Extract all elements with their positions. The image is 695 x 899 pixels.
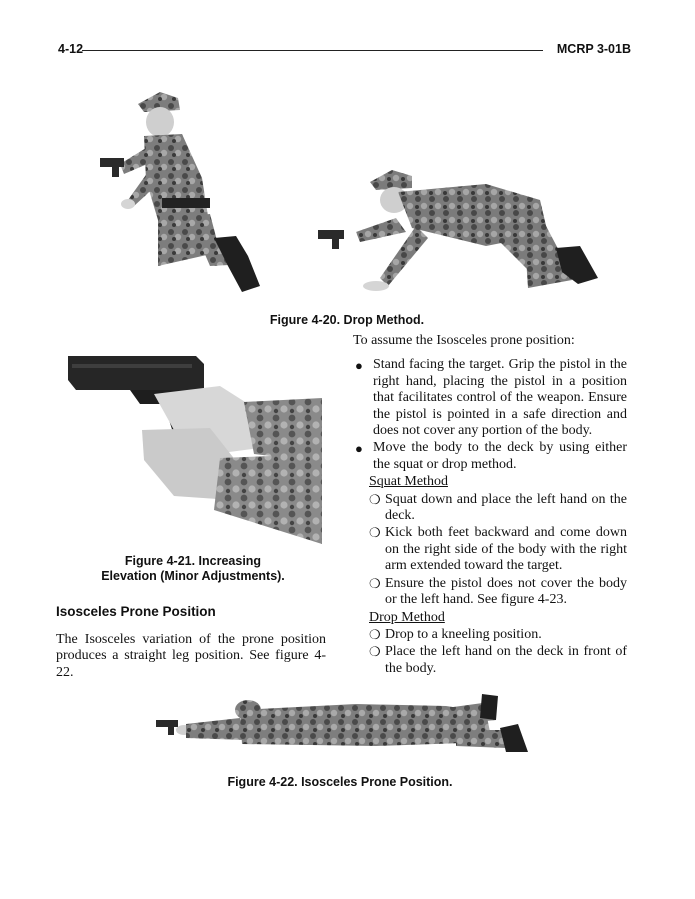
figure-4-20-caption: Figure 4-20. Drop Method. xyxy=(269,313,425,327)
squat-method-title: Squat Method xyxy=(369,474,448,490)
right-column xyxy=(353,333,627,678)
circle-bullet-icon: ❍ xyxy=(369,525,381,541)
figure-4-21-caption-line2: Elevation (Minor Adjustments). xyxy=(101,569,285,583)
drop-method-title: Drop Method xyxy=(369,609,445,625)
list-item: ❍ Ensure the pistol does not cover the body or the left hand. See figure 4-23. xyxy=(369,575,627,608)
figure-4-22-caption: Figure 4-22. Isosceles Prone Position. xyxy=(227,775,453,789)
circle-bullet-icon: ❍ xyxy=(369,491,381,507)
bullet-icon: ● xyxy=(355,441,363,457)
procedure-bullets xyxy=(353,357,627,473)
section-heading: Isosceles Prone Position xyxy=(56,604,216,619)
figure-4-21-photo xyxy=(64,350,322,544)
list-item: ❍ Drop to a kneeling position. xyxy=(369,626,542,642)
section-paragraph: The Isosceles variation of the prone position produces a straight leg position. See figure 4-22. xyxy=(56,632,326,680)
bullet-icon: ● xyxy=(355,358,363,374)
list-item: ❍ Squat down and place the left hand on the deck. xyxy=(369,491,627,524)
list-item: ❍ Kick both feet backward and come down on the right side of the body with the right arm extended toward the target. xyxy=(369,525,627,574)
page-number: 4-12 xyxy=(58,42,84,56)
figure-4-22-photo xyxy=(156,690,528,758)
list-item: ● Stand facing the target. Grip the pistol in the right hand, placing the pistol in a position that facilitates control of the weapon. Ensure the pistol is pointed in a safe direction and does not cover any portion of the body. xyxy=(355,357,627,439)
figure-4-21-caption-line1: Figure 4-21. Increasing xyxy=(124,554,262,568)
squat-method-block xyxy=(353,474,627,677)
procedure-intro: To assume the Isosceles prone position: xyxy=(353,333,575,348)
squat-method-steps xyxy=(369,492,627,609)
figure-4-20-drop-photo xyxy=(316,168,601,300)
drop-method-steps xyxy=(369,627,627,677)
list-item: ● Move the body to the deck by using either the squat or drop method. xyxy=(355,440,627,472)
figure-4-21-caption xyxy=(64,554,322,584)
list-item: ❍ Place the left hand on the deck in front of the body. xyxy=(369,644,627,676)
figure-4-20-kneeling-photo xyxy=(98,88,260,300)
publication-id: MCRP 3-01B xyxy=(556,42,631,56)
circle-bullet-icon: ❍ xyxy=(369,644,381,660)
circle-bullet-icon: ❍ xyxy=(369,575,381,591)
header-rule xyxy=(82,50,543,51)
circle-bullet-icon: ❍ xyxy=(369,626,381,642)
